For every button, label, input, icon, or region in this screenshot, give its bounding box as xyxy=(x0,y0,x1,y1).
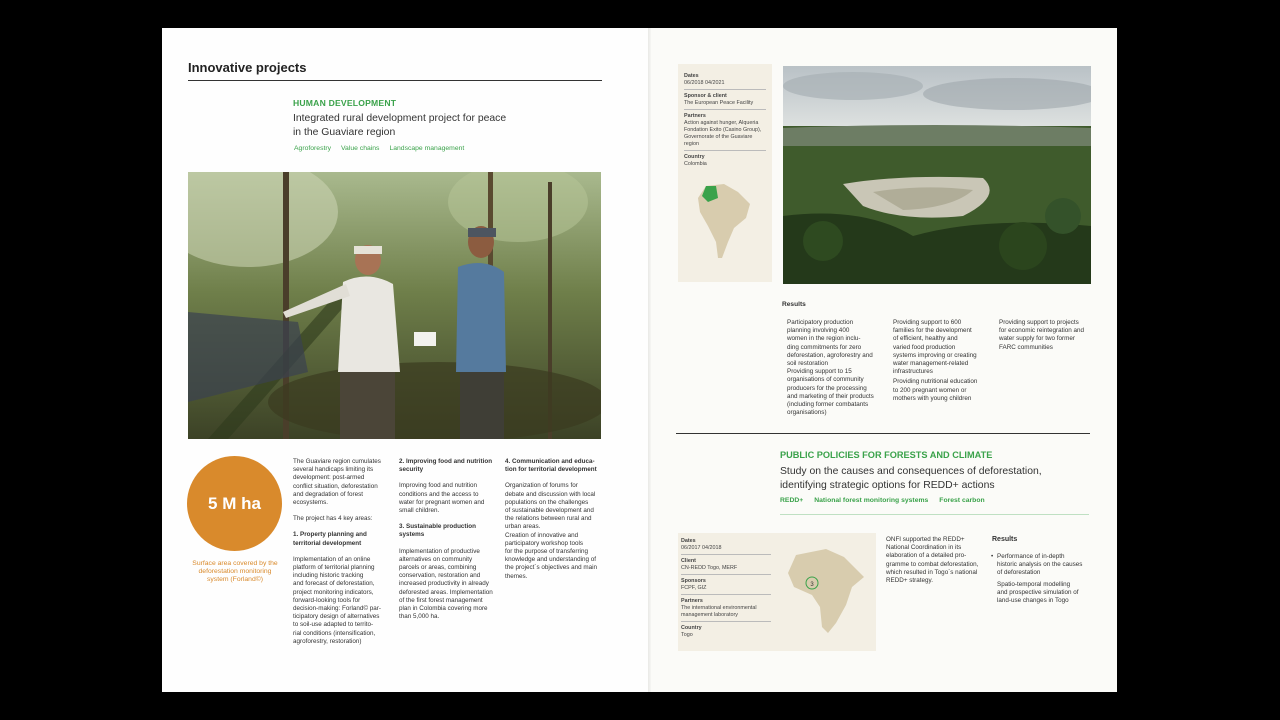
category-label-2: PUBLIC POLICIES FOR FORESTS AND CLIMATE xyxy=(780,450,993,460)
map-marker-label: 3 xyxy=(810,582,814,588)
stat-value: 5 M ha xyxy=(208,493,261,513)
tag-agroforestry: Agroforestry xyxy=(294,145,332,152)
areas-column-2: 2. Improving food and nutrition security Improving food and nutrition conditions and the access to water for pregnant women and small children. 3. Sustainable production systems Implementation of productive alternatives on community parcels or areas, combining conservation, restoration and increased productivity in already deforested areas. Implementation of the first forest management plan in Colombia covering more than 5,000 ha. xyxy=(399,458,493,621)
section-title: Innovative projects xyxy=(188,60,307,75)
dates-value: 06/2018 04/2021 xyxy=(684,80,725,86)
intro-column: The Guaviare region cumulates several handicaps limiting its development: post-armed conflict situation, deforestation and degradation of forest ecosystems. The project has 4 key areas: 1. Property planning and territorial development Implementation of an online platform of territorial planning including historic tracking and forecast of deforestation, project monitoring indicators, forward-looking tools for decision-making: Forland© par- ticipatory design of alternatives to soil-use adapted to territo- rial conditions (intensification, agroforestry, restoration) xyxy=(293,458,381,645)
results-label-2: Results xyxy=(992,536,1018,543)
partners-value: Action against hunger, Alqueria Fondation Exito (Casino Group), Governorate of the Guaviare region xyxy=(684,120,762,147)
results-list-2: • Performance of in-depth historic analysis on the causes of deforestation Spatio-temporal modelling and prospective simulation of land-use changes in Togo xyxy=(991,553,1083,605)
areas-column-3: 4. Communication and educa- tion for territorial development Organization of forums for debate and discussion with local populations on the challenges of sustainable development and the relations between rural and urban areas. Creation of innovative and participatory workshop tools for the purpose of transferring knowledge and understanding of the project´s objectives and main themes. xyxy=(505,458,598,580)
tag-forest-monitoring: National forest monitoring systems xyxy=(814,497,929,504)
project-title: Integrated rural development project for peace in the Guaviare region xyxy=(293,113,507,138)
results-column-1: Participatory production planning involving 400 women in the region inclu- ding commitments for zero deforestation, agroforestry and soil restoration Providing support to 15 organisations of community producers for the processing and marketing of their products (including former combatants organisations) xyxy=(787,319,874,417)
stat-circle xyxy=(187,456,282,551)
project-2-description: ONFI supported the REDD+ National Coordination in its elaboration of a detailed pro- gramme to combat deforestation, which resulted in Togo´s national REDD+ strategy. xyxy=(886,536,979,585)
dates-label: Dates xyxy=(684,73,699,79)
tag-landscape: Landscape management xyxy=(389,145,465,152)
sponsor-value: The European Peace Facility xyxy=(684,100,754,106)
africa-map-icon xyxy=(786,547,868,637)
river-photo xyxy=(783,66,1091,284)
stat-caption: Surface area covered by the deforestation monitoring system (Forland©) xyxy=(192,560,278,583)
tag-list xyxy=(294,145,464,152)
tag-list-2 xyxy=(780,497,985,504)
project-divider xyxy=(676,433,1090,434)
forest-photo xyxy=(188,172,601,439)
category-label: HUMAN DEVELOPMENT xyxy=(293,98,397,108)
project-title-2: Study on the causes and consequences of deforestation, identifying strategic options for REDD+ actions xyxy=(780,466,1042,491)
section-divider xyxy=(188,80,602,81)
country-label: Country xyxy=(684,154,705,160)
left-page xyxy=(162,28,650,692)
tag-value-chains: Value chains xyxy=(341,145,380,152)
sponsor-label: Sponsor & client xyxy=(684,93,727,99)
south-america-map-icon xyxy=(694,182,754,262)
results-label: Results xyxy=(782,301,806,308)
project-info-box-2: Dates 06/2017 04/2018 Client CN-REDD Togo, MERF Sponsors FCPF, GIZ Partners The international environmental management laboratory Country Togo 3 xyxy=(678,533,876,651)
partners-label: Partners xyxy=(684,113,706,119)
results-column-2: Providing support to 600 families for the development of efficient, healthy and varied food production systems improving or creating water management-related infrastructures Providing nutritional education to 200 pregnant women or mothers with young children xyxy=(893,319,978,402)
tag-redd: REDD+ xyxy=(780,497,804,504)
country-value: Colombia xyxy=(684,161,707,167)
results-column-3: Providing support to projects for economic reintegration and water supply for two former FARC communities xyxy=(999,319,1085,351)
tag-underline xyxy=(780,514,1089,515)
project-info-box xyxy=(678,64,772,282)
tag-forest-carbon: Forest carbon xyxy=(939,497,985,504)
right-page xyxy=(651,28,1117,692)
